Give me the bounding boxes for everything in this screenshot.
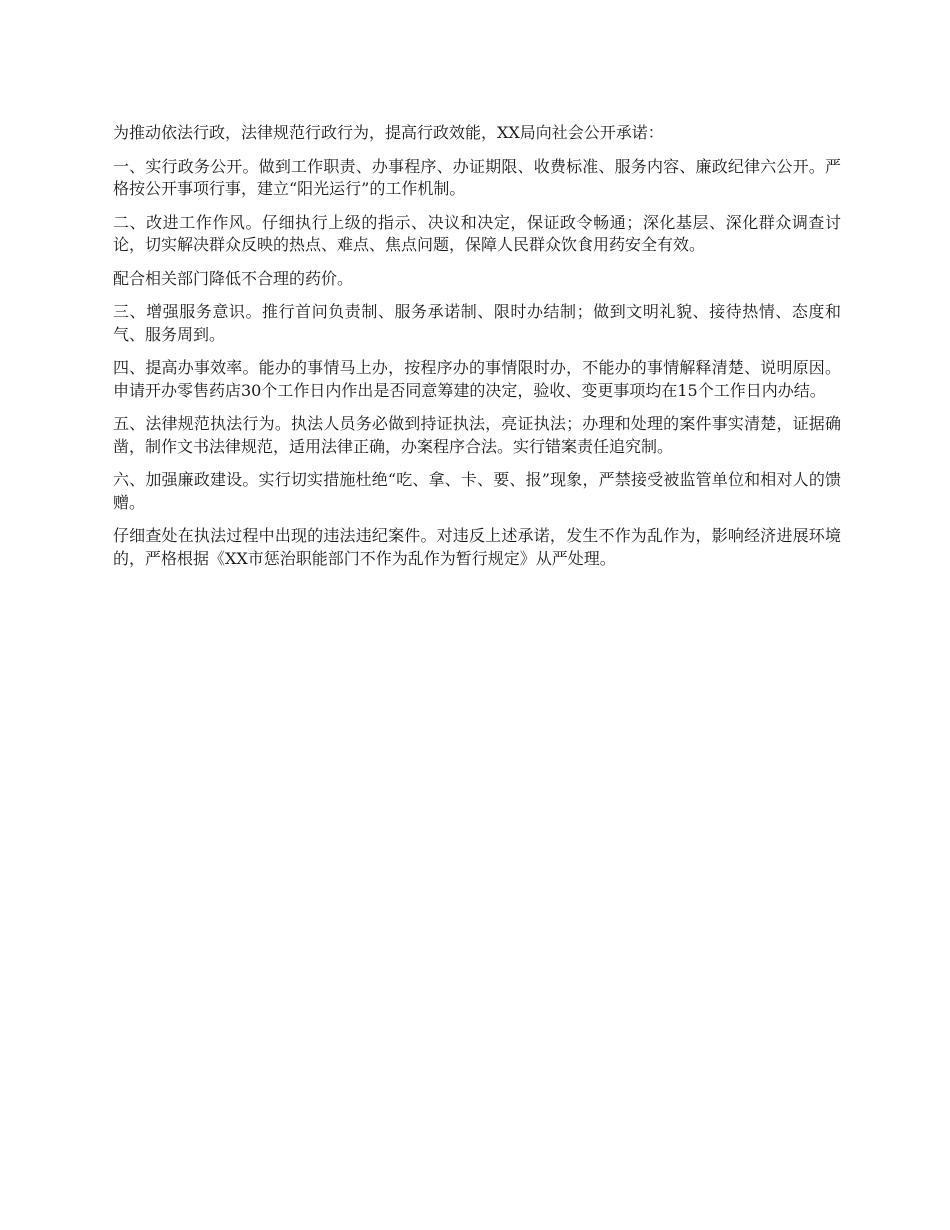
commitment-3-paragraph: 三、增强服务意识。推行首问负责制、服务承诺制、限时办结制；做到文明礼貌、接待热情、态度和气、服务周到。 [113,302,841,344]
closing-paragraph: 仔细查处在执法过程中出现的违法违纪案件。对违反上述承诺，发生不作为乱作为，影响经济进展环境的，严格根据《XX市惩治职能部门不作为乱作为暂行规定》从严处理。 [113,526,841,568]
commitment-2-paragraph: 二、改进工作作风。仔细执行上级的指示、决议和决定，保证政令畅通；深化基层、深化群众调查讨论，切实解决群众反映的热点、难点、焦点问题，保障人民群众饮食用药安全有效。 [113,212,841,254]
intro-paragraph: 为推动依法行政，法律规范行政行为，提高行政效能，XX局向社会公开承诺： [113,123,664,142]
commitment-4-paragraph: 四、提高办事效率。能办的事情马上办，按程序办的事情限时办，不能办的事情解释清楚、说明原因。申请开办零售药店30个工作日内作出是否同意筹建的决定，验收、变更事项均在15个工作日内办结。 [113,358,841,400]
commitment-1-paragraph: 一、实行政务公开。做到工作职责、办事程序、办证期限、收费标准、服务内容、廉政纪律六公开。严格按公开事项行事，建立“阳光运行”的工作机制。 [113,156,841,198]
commitment-5-paragraph: 五、法律规范执法行为。执法人员务必做到持证执法，亮证执法；办理和处理的案件事实清楚，证据确凿，制作文书法律规范，适用法律正确，办案程序合法。实行错案责任追究制。 [113,414,841,456]
document-body [113,122,841,581]
commitment-6-paragraph: 六、加强廉政建设。实行切实措施杜绝“吃、拿、卡、要、报”现象，严禁接受被监管单位和相对人的馈赠。 [113,470,841,512]
drug-price-paragraph: 配合相关部门降低不合理的药价。 [113,268,354,288]
